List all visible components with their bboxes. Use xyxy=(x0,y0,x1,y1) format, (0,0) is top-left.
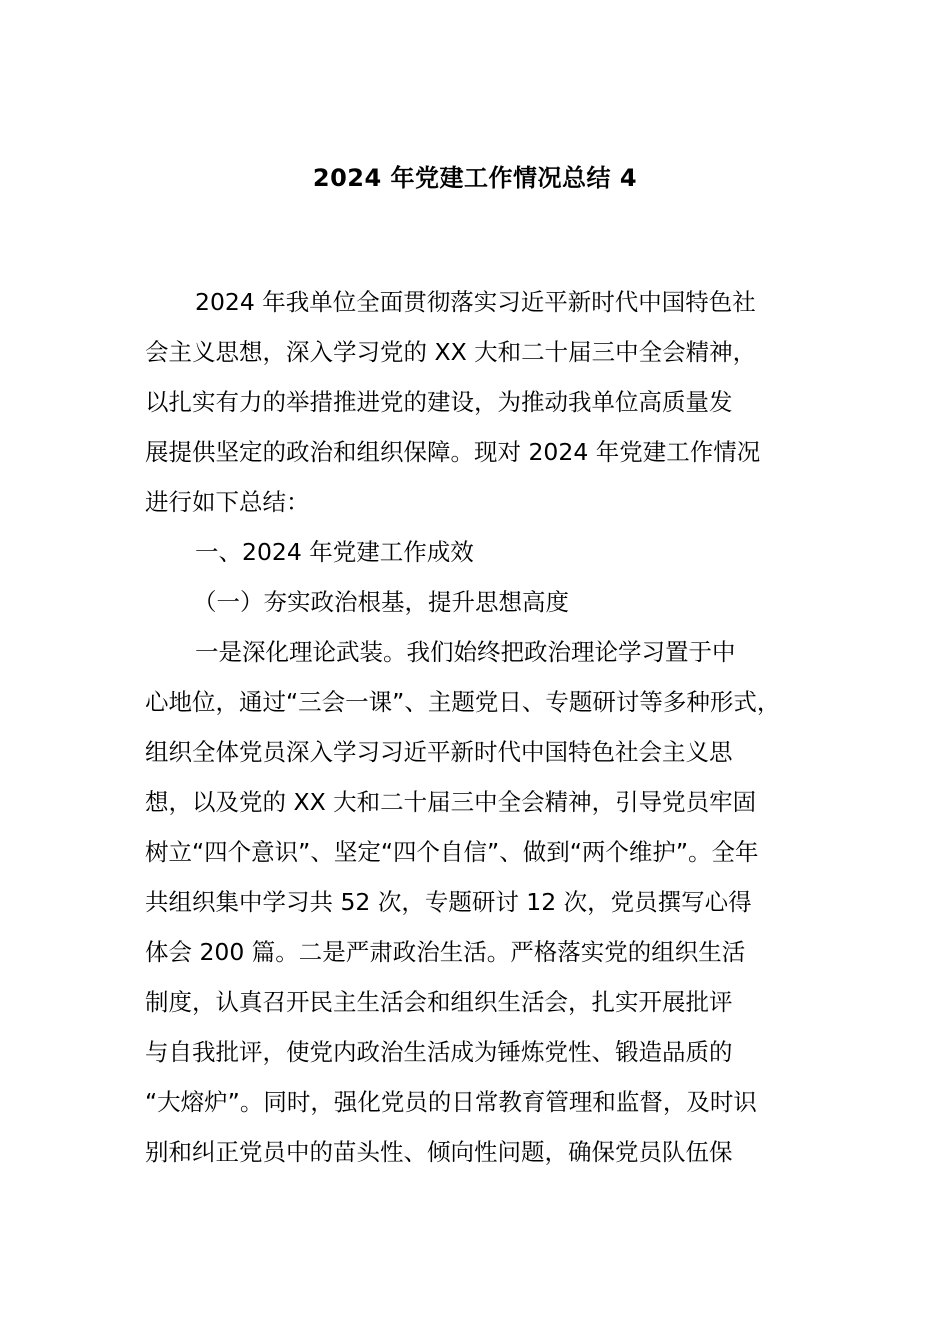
subsection-heading: （一）夯实政治根基，提升思想高度 xyxy=(193,588,569,616)
paragraph-line: 2024 年我单位全面贯彻落实习近平新时代中国特色社 xyxy=(195,288,756,316)
section-heading: 一、2024 年党建工作成效 xyxy=(195,538,474,566)
paragraph-line: 以扎实有力的举措推进党的建设，为推动我单位高质量发 xyxy=(145,388,733,416)
paragraph-line: 会主义思想，深入学习党的 XX 大和二十届三中全会精神， xyxy=(145,338,757,366)
paragraph-line: 组织全体党员深入学习习近平新时代中国特色社会主义思 xyxy=(145,738,733,766)
paragraph-line: 展提供坚定的政治和组织保障。现对 2024 年党建工作情况 xyxy=(145,438,761,466)
paragraph-line: 体会 200 篇。二是严肃政治生活。严格落实党的组织生活 xyxy=(145,938,746,966)
paragraph-line: 想，以及党的 XX 大和二十届三中全会精神，引导党员牢固 xyxy=(145,788,757,816)
paragraph-line: 一是深化理论武装。我们始终把政治理论学习置于中 xyxy=(195,638,736,666)
paragraph-line: 制度，认真召开民主生活会和组织生活会，扎实开展批评 xyxy=(145,988,733,1016)
paragraph-line: 共组织集中学习共 52 次，专题研讨 12 次，党员撰写心得 xyxy=(145,888,752,916)
paragraph-line: 心地位，通过“三会一课”、主题党日、专题研讨等多种形式， xyxy=(145,688,781,716)
paragraph-line: 别和纠正党员中的苗头性、倾向性问题，确保党员队伍保 xyxy=(145,1138,733,1166)
paragraph-line: 与自我批评，使党内政治生活成为锤炼党性、锻造品质的 xyxy=(145,1038,733,1066)
paragraph-line: “大熔炉”。同时，强化党员的日常教育管理和监督，及时识 xyxy=(145,1088,757,1116)
document-title: 2024 年党建工作情况总结 4 xyxy=(312,164,638,192)
document-body xyxy=(145,277,813,1177)
paragraph-line: 进行如下总结： xyxy=(145,488,310,516)
paragraph-line: 树立“四个意识”、坚定“四个自信”、做到“两个维护”。全年 xyxy=(145,838,759,866)
